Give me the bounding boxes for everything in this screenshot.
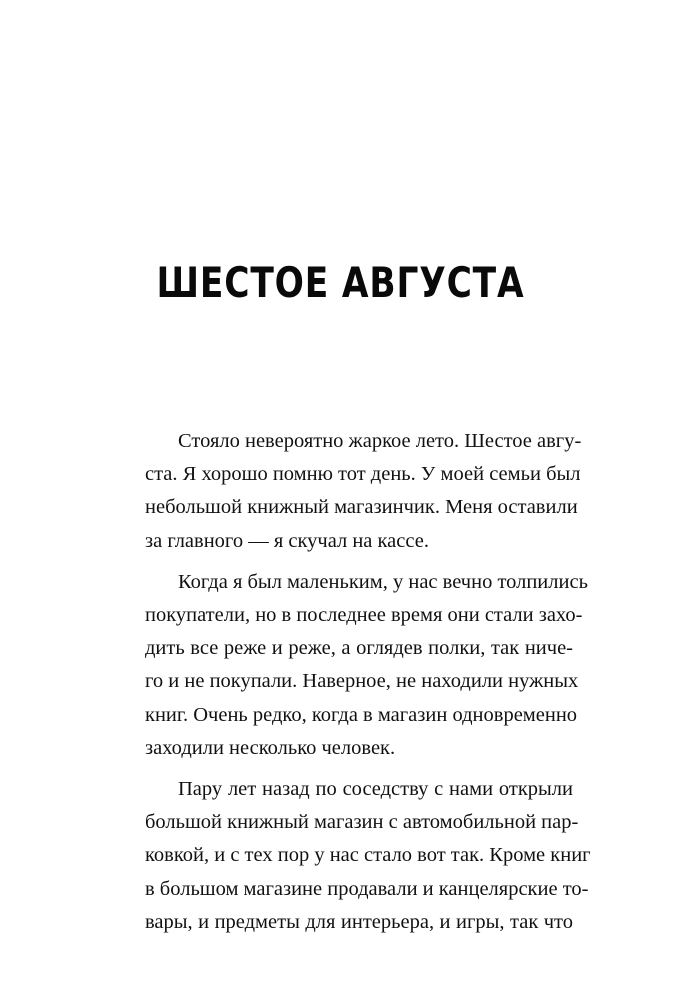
text-line: Когда я был маленьким, у нас вечно толпились [178, 570, 588, 593]
text-line: ста. Я хорошо помню тот день. У моей семьи был [145, 463, 581, 486]
body-text [145, 425, 591, 947]
text-line: небольшой книжный магазинчик. Меня оставили [145, 496, 578, 519]
text-line: большой книжный магазин с автомобильной пар- [145, 811, 579, 834]
text-line: Пару лет назад по соседству с нами открыли [178, 778, 573, 801]
text-line: за главного — я скучал на кассе. [145, 529, 429, 552]
text-line: покупатели, но в последнее время они стали захо- [145, 604, 583, 627]
text-line: Стояло невероятно жаркое лето. Шестое авгу- [178, 430, 582, 452]
text-line: в большом магазине продавали и канцелярские то- [145, 877, 589, 900]
text-line: книг. Очень редко, когда в магазин одновременно [145, 703, 578, 726]
paragraph [145, 566, 588, 765]
chapter-title: ШЕСТОЕ АВГУСТА [156, 258, 525, 307]
text-line: вары, и предметы для интерьера, и игры, так что [145, 910, 573, 933]
text-line: ковкой, и с тех пор у нас стало вот так. Кроме книг [145, 844, 591, 867]
text-line: дить все реже и реже, а оглядев полки, так ниче- [145, 637, 573, 660]
paragraph [145, 425, 582, 558]
paragraph [145, 773, 591, 939]
text-line: го и не покупали. Наверное, не находили нужных [145, 670, 579, 693]
text-line: заходили несколько человек. [145, 736, 396, 759]
